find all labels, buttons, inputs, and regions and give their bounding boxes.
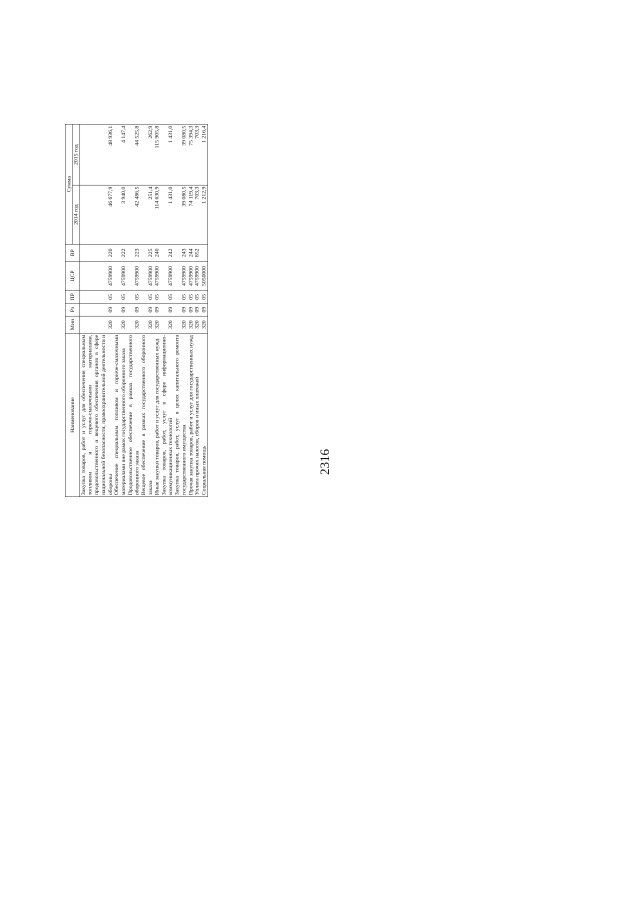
row-sum-2014: 3 940,0 [113, 185, 126, 244]
row-sum-2015: 48 936,1 [80, 124, 114, 185]
row-min: 320 [154, 316, 161, 333]
row-sum-2015: 1 216,4 [201, 124, 208, 185]
row-csr: 4759900 [140, 261, 153, 290]
row-vr: 240 [154, 244, 161, 261]
row-sum-2014: 42 486,5 [127, 185, 140, 244]
row-sum-2015: 115 905,8 [154, 124, 161, 185]
row-rz: 09 [154, 303, 161, 316]
row-vr: 222 [113, 244, 126, 261]
row-min: 320 [187, 316, 194, 333]
row-rz: 09 [113, 303, 126, 316]
table-row [80, 124, 114, 497]
row-csr: 4759900 [113, 261, 126, 290]
row-vr [201, 244, 208, 261]
row-csr: 4759900 [174, 261, 187, 290]
table-header [65, 124, 79, 497]
row-pr: 05 [80, 291, 114, 304]
row-name: Закупка товаров, работ, услуг в целях капитального ремонта государственного имущества [173, 334, 187, 496]
row-min: 320 [160, 316, 173, 333]
row-rz: 09 [194, 303, 201, 316]
row-vr: 242 [160, 244, 173, 261]
table-body [80, 124, 208, 497]
row-sum-2015: 39 080,5 [174, 124, 187, 185]
header-rz: Рз [65, 303, 79, 316]
table-row [201, 124, 208, 497]
row-rz: 09 [160, 303, 173, 316]
row-pr: 05 [194, 291, 201, 304]
row-sum-2015: 44 525,8 [127, 124, 140, 185]
row-sum-2014: 46 677,9 [80, 185, 114, 244]
table-row [127, 124, 140, 497]
header-sum: Сумма [65, 124, 72, 244]
row-csr: 4759900 [80, 261, 114, 290]
row-name: Уплата прочих налогов, сборов и иных платежей [194, 333, 201, 497]
table-row [160, 124, 173, 497]
row-sum-2014: 114 630,9 [154, 185, 161, 244]
row-sum-2015: 4 147,4 [113, 124, 126, 185]
row-name: Закупка товаров, работ и услуг для обеспечения специальным топливом и горюче-смазочными материалами, продовольственного и вещевого обеспечения органов в сфере национальной безопасности, правоохранительной деятельности и обороны [79, 334, 113, 496]
row-rz: 09 [127, 303, 140, 316]
row-csr: 5050000 [201, 261, 208, 290]
row-pr: 05 [127, 291, 140, 304]
page-number: 2316 [317, 449, 332, 475]
row-min: 320 [113, 316, 126, 333]
row-pr: 05 [113, 291, 126, 304]
table-row [187, 124, 194, 497]
row-vr: 244 [187, 244, 194, 261]
header-vr: ВР [65, 244, 79, 261]
header-csr: ЦСР [65, 261, 79, 290]
row-sum-2015: 262,9 [140, 124, 153, 185]
header-name: Наименование [65, 333, 79, 497]
row-name: Социальная помощь [201, 333, 208, 497]
row-sum-2014: 703,3 [194, 185, 201, 244]
row-vr: 220 [80, 244, 114, 261]
table-row [154, 124, 161, 497]
table-row [113, 124, 126, 497]
header-2014: 2014 год [72, 185, 79, 244]
row-vr: 225 [140, 244, 153, 261]
row-min: 320 [140, 316, 153, 333]
row-sum-2014: 1 212,9 [201, 185, 208, 244]
header-2015: 2015 год [72, 124, 79, 185]
budget-table [65, 124, 208, 497]
row-csr: 4759900 [154, 261, 161, 290]
row-csr: 4759900 [127, 261, 140, 290]
header-pr: ПР [65, 291, 79, 304]
row-name: Продовольственное обеспечение в рамках государственного оборонного заказа [126, 334, 140, 496]
row-name: Обеспечение специальным топливом и горюче-смазочными материалами вне рамок государственного оборонного заказа [113, 334, 127, 496]
header-min: Мин [65, 316, 79, 333]
row-rz: 09 [174, 303, 187, 316]
row-sum-2014: 251,4 [140, 185, 153, 244]
table-row [194, 124, 201, 497]
row-rz: 09 [187, 303, 194, 316]
row-rz: 09 [80, 303, 114, 316]
row-vr: 852 [194, 244, 201, 261]
table-row [174, 124, 187, 497]
row-pr: 05 [140, 291, 153, 304]
row-min: 320 [201, 316, 208, 333]
row-sum-2014: 1 431,0 [160, 185, 173, 244]
row-pr: 05 [154, 291, 161, 304]
row-min: 320 [127, 316, 140, 333]
row-pr: 05 [160, 291, 173, 304]
row-sum-2015: 703,3 [194, 124, 201, 185]
row-pr: 05 [174, 291, 187, 304]
row-pr: 05 [201, 291, 208, 304]
row-name: Вещевое обеспечение в рамках государственного оборонного заказа [140, 334, 154, 496]
row-csr: 4759900 [187, 261, 194, 290]
row-sum-2015: 1 431,0 [160, 124, 173, 185]
row-sum-2014: 74 119,4 [187, 185, 194, 244]
row-name: Прочая закупка товаров, работ и услуг для государственных нужд [187, 335, 194, 496]
row-rz: 09 [140, 303, 153, 316]
table-row [140, 124, 153, 497]
row-vr: 223 [127, 244, 140, 261]
row-pr: 05 [187, 291, 194, 304]
row-csr: 4759900 [160, 261, 173, 290]
row-vr: 243 [174, 244, 187, 261]
row-csr: 4759900 [194, 261, 201, 290]
row-min: 320 [174, 316, 187, 333]
row-sum-2015: 75 394,3 [187, 124, 194, 185]
row-sum-2014: 39 080,5 [174, 185, 187, 244]
budget-sheet [65, 124, 640, 497]
row-name: Закупка товаров, работ, услуг в сфере информационно-коммуникационных технологий [160, 334, 174, 496]
row-rz: 09 [201, 303, 208, 316]
row-name: Иные закупки товаров, работ и услуг для государственных нужд [154, 333, 161, 497]
row-min: 320 [80, 316, 114, 333]
row-min: 320 [194, 316, 201, 333]
